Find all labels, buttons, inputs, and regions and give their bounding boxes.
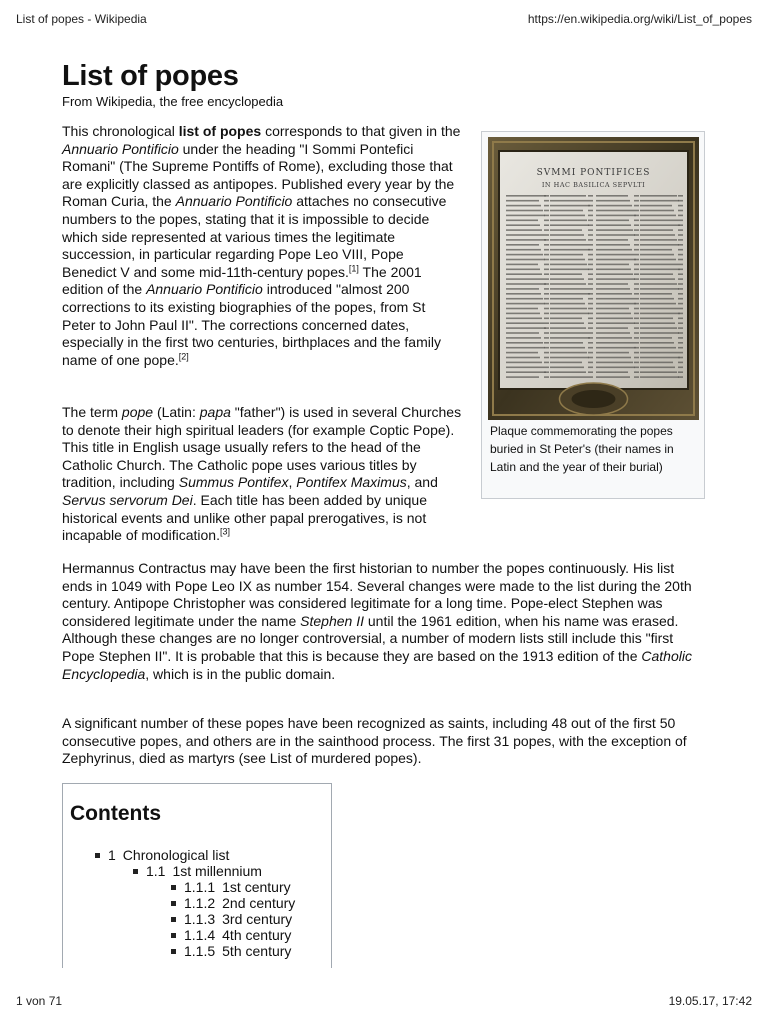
toc-item[interactable]: 1.1.4 4th century: [171, 927, 291, 943]
bold-term-list-of-popes: list of popes: [178, 123, 262, 139]
toc-item[interactable]: 1.1 1st millennium: [133, 863, 262, 879]
bullet-icon: [171, 885, 176, 890]
bullet-icon: [171, 901, 176, 906]
print-header-url[interactable]: https://en.wikipedia.org/wiki/List_of_popes: [527, 12, 752, 26]
toc-item[interactable]: 1 Chronological list: [95, 847, 229, 863]
title-servus-servorum-dei[interactable]: Servus servorum Dei: [62, 491, 193, 508]
figure-caption: Plaque commemorating the popes buried in St Peter's (their names in Latin and the year of their burial): [490, 424, 674, 474]
reference-2[interactable]: [2]: [178, 351, 189, 362]
title-pontifex-maximus[interactable]: Pontifex Maximus: [296, 474, 407, 491]
intro-paragraph: This chronological list of popes corresponds to that given in the Annuario Pontificio under the heading "I Sommi Pontefici Romani" (The Supreme Pontiffs of Rome), excluding those that are explicitly classed as antipopes. Published every year by the Roman Curia, the Annuario Pontificio attaches no consecutive numbers to the popes, stating that it is impossible to decide which side represented at various times the legitimate succession, in particular regarding Pope Leo VIII, Pope Benedict V and some mid-11th-century popes.[1] The 2001 edition of the Annuario Pontificio introduced "almost 200 corrections to its existing biographies of the popes, from St Peter to John Paul II". The corrections concerned dates, especially in the first two centuries, birthplaces and the family name of one pope.[2]: [62, 123, 461, 368]
toc-item[interactable]: 1.1.5 5th century: [171, 943, 291, 959]
print-datetime: 19.05.17, 17:42: [668, 994, 752, 1008]
term-papa: papa: [199, 404, 231, 420]
plaque-figure: [481, 131, 705, 499]
plaque-subheading: IN HAC BASILICA SEPVLTI: [541, 181, 646, 189]
bullet-icon: [171, 933, 176, 938]
term-pope: pope: [121, 404, 154, 420]
plaque-image[interactable]: [488, 137, 699, 420]
table-of-contents: [62, 783, 332, 968]
reference-1[interactable]: [1]: [348, 263, 359, 274]
bullet-icon: [133, 869, 138, 874]
title-summus-pontifex: Summus Pontifex: [178, 474, 289, 491]
name-stephen-ii: Stephen II: [300, 612, 364, 629]
saints-paragraph: A significant number of these popes have been recognized as saints, including 48 out of the first 50 consecutive popes, and others are in the sainthood process. The first 31 popes, with the exception of Zephyrinus, died as martyrs (see List of murdered popes).: [62, 715, 687, 767]
print-footer: [16, 994, 752, 1008]
bullet-icon: [95, 853, 100, 858]
bullet-icon: [171, 917, 176, 922]
toc-title: Contents: [70, 802, 161, 825]
plaque-heading: SVMMI PONTIFICES: [536, 168, 651, 178]
link-catholic-encyclopedia[interactable]: Catholic Encyclopedia: [62, 647, 692, 682]
toc-item[interactable]: 1.1.3 3rd century: [171, 911, 292, 927]
print-header-title: List of popes - Wikipedia: [16, 12, 147, 26]
bullet-icon: [171, 949, 176, 954]
link-annuario-pontificio-2[interactable]: Annuario Pontificio: [175, 193, 293, 210]
toc-item[interactable]: 1.1.1 1st century: [171, 879, 291, 895]
link-annuario-pontificio[interactable]: Annuario Pontificio: [62, 140, 179, 157]
plaque-illustration: [488, 137, 699, 420]
page-counter: 1 von 71: [16, 994, 63, 1008]
page-title: List of popes: [62, 60, 239, 92]
history-paragraph: Hermannus Contractus may have been the first historian to number the popes continuously. His list ends in 1049 with Pope Leo IX as number 154. Several changes were made to the list during the 20th century. Antipope Christopher was considered legitimate for a long time. Pope-elect Stephen was considered legitimate under the name Stephen II until the 1961 edition, when his name was erased. Although these changes are no longer controversial, a number of modern lists still include this "first Pope Stephen II". It is probable that this is because they are based on the 1913 edition of the Catholic Encyclopedia, which is in the public domain.: [62, 560, 692, 682]
print-header: [16, 12, 752, 26]
toc-item[interactable]: 1.1.2 2nd century: [171, 895, 295, 911]
term-paragraph: The term pope (Latin: papa "father") is used in several Churches to denote their high spiritual leaders (for example Coptic Pope). This title in English usage usually refers to the head of the Catholic Church. The Catholic pope uses various titles by tradition, including Summus Pontifex, Pontifex Maximus, and Servus servorum Dei. Each title has been added by unique historical events and unlike other papal prerogatives, is not incapable of modification.[3]: [62, 404, 462, 544]
page-subtitle: From Wikipedia, the free encyclopedia: [62, 94, 284, 109]
reference-3[interactable]: [3]: [220, 526, 231, 537]
link-annuario-pontificio-3[interactable]: Annuario Pontificio: [146, 281, 263, 298]
